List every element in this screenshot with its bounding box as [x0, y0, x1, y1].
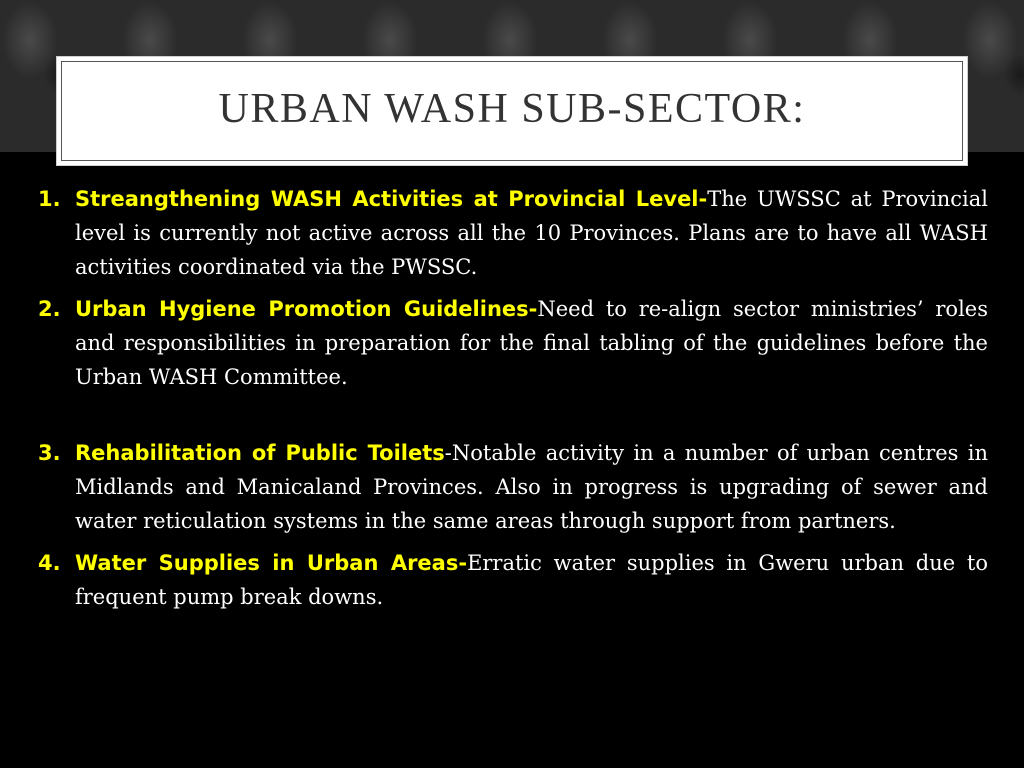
- item-number: 2.: [38, 297, 61, 321]
- spacer: [38, 284, 988, 292]
- item-heading: Rehabilitation of Public Toilets: [75, 441, 445, 465]
- list-item-4: [38, 546, 988, 614]
- spacer: [38, 538, 988, 546]
- item-text: Need to re-align sector ministries’ roles and responsibilities in preparation for the final tabling of the guidelines before the Urban WASH Committee.: [75, 297, 988, 389]
- item-heading: Streangthening WASH Activities at Provincial Level-: [75, 187, 708, 211]
- item-body: [75, 182, 988, 284]
- list-item-3: [38, 436, 988, 538]
- item-number: 3.: [38, 441, 61, 465]
- slide-title: URBAN WASH SUB-SECTOR:: [218, 86, 806, 132]
- title-box: [56, 56, 968, 166]
- item-number: 4.: [38, 551, 61, 575]
- item-heading: Water Supplies in Urban Areas-: [75, 551, 468, 575]
- item-text: The UWSSC at Provincial level is currently not active across all the 10 Provinces. Plans are to have all WASH activities coordinated via the PWSSC.: [75, 187, 988, 279]
- slide-content: [38, 182, 988, 614]
- item-number: 1.: [38, 187, 61, 211]
- item-body: [75, 292, 988, 394]
- list-item-2: [38, 292, 988, 394]
- item-text: Erratic water supplies in Gweru urban due to frequent pump break downs.: [75, 551, 988, 609]
- item-heading: Urban Hygiene Promotion Guidelines-: [75, 297, 538, 321]
- item-text: -Notable activity in a number of urban centres in Midlands and Manicaland Provinces. Also in progress is upgrading of sewer and water reticulation systems in the same areas through support from partners.: [75, 441, 988, 533]
- item-body: [75, 546, 988, 614]
- spacer: [38, 394, 988, 436]
- list-item-1: [38, 182, 988, 284]
- item-body: [75, 436, 988, 538]
